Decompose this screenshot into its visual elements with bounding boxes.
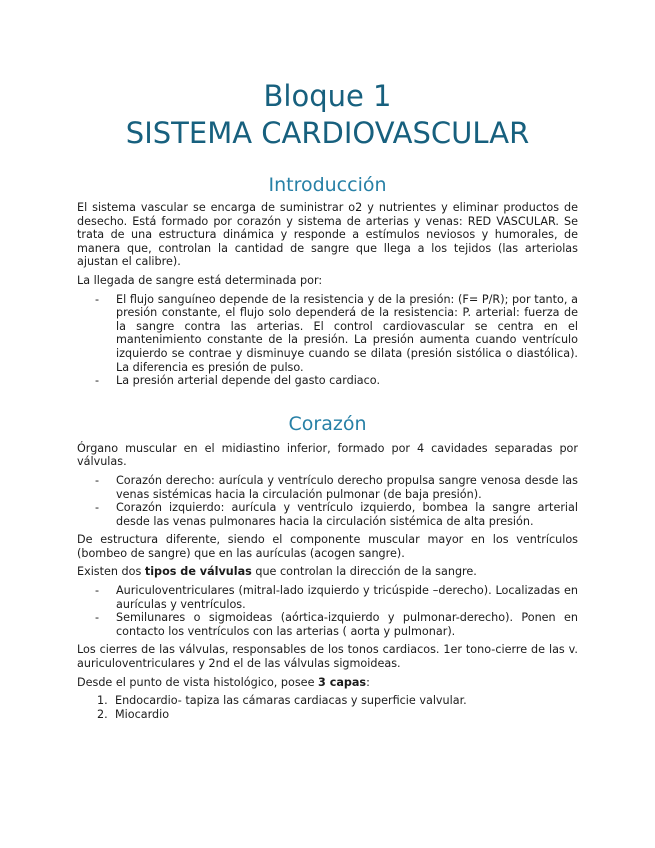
bullet-dash: - xyxy=(95,501,100,515)
bullet-dash: - xyxy=(95,292,100,306)
list-item: - Corazón derecho: aurícula y ventrículo derecho propulsa sangre venosa desde las venas sistémicas hacia la circulación pulmonar (de baja presión). xyxy=(95,473,578,501)
corazon-paragraph-2: De estructura diferente, siendo el componente muscular mayor en los ventrículos (bombeo de sangre) que en las aurículas (acogen sangre). xyxy=(77,533,578,560)
valve-types-bold: tipos de válvulas xyxy=(144,565,252,579)
list-item: - Semilunares o sigmoideas (aórtica-izquierdo y pulmonar-derecho). Ponen en contacto los ventrículos con las arterias ( aorta y pulmonar). xyxy=(95,611,578,638)
document-page xyxy=(77,78,578,721)
heading-corazon: Corazón xyxy=(288,412,367,435)
heading-introduccion: Introducción xyxy=(268,174,387,196)
bullet-dash: - xyxy=(95,584,100,598)
list-item: 2. Miocardio xyxy=(97,707,170,721)
intro-paragraph-1: El sistema vascular se encarga de suministrar o2 y nutrientes y eliminar productos de desecho. Está formado por corazón y sistema de arterias y venas: RED VASCULAR. Se trata de una estructura dinámica y responde a estímulos neviosos y humorales, de manera que, controlan la cantidad de sangre que llega a los tejidos (las arteriolas ajustan el calibre). xyxy=(77,201,578,269)
corazon-paragraph-4: Los cierres de las válvulas, responsables de los tonos cardiacos. 1er tono-cierre de las v. auriculoventriculares y 2nd el de las válvulas sigmoideas. xyxy=(77,643,578,671)
corazon-paragraph-5: Desde el punto de vista histológico, posee 3 capas: xyxy=(77,675,370,689)
list-item: - Auriculoventriculares (mitral-lado izquierdo y tricúspide –derecho). Localizadas en aurículas y ventrículos. xyxy=(95,584,578,611)
intro-paragraph-2: La llegada de sangre está determinada por: xyxy=(77,273,323,287)
list-number: 1. xyxy=(97,694,108,708)
list-item: 1. Endocardio- tapiza las cámaras cardiacas y superficie valvular. xyxy=(97,694,467,708)
bullet-dash: - xyxy=(95,473,100,487)
list-number: 2. xyxy=(97,707,108,721)
corazon-paragraph-3: Existen dos tipos de válvulas que controlan la dirección de la sangre. xyxy=(77,565,477,579)
title-line-1: Bloque 1 xyxy=(263,79,392,113)
list-item: - El flujo sanguíneo depende de la resistencia y de la presión: (F= P/R); por tanto, a presión constante, el flujo solo dependerá de la resistencia: P. arterial: fuerza de la sangre contra las arterias. El control cardiovascular se centra en el mantenimiento constante de la presión. La presión aumenta cuando ventrículo izquierdo se contrae y disminuye cuando se dilata (presión sistólica o diastólica). La diferencia es presión de pulso. xyxy=(95,292,578,374)
list-item: - La presión arterial depende del gasto cardiaco. xyxy=(95,374,381,388)
corazon-bullet-list-2 xyxy=(77,584,578,638)
bullet-dash: - xyxy=(95,374,100,388)
intro-bullet-list xyxy=(77,293,578,388)
list-item: - Corazón izquierdo: aurícula y ventrículo izquierdo, bombea la sangre arterial desde las venas pulmonares hacia la circulación sistémica de alta presión. xyxy=(95,501,578,528)
layers-bold: 3 capas xyxy=(318,675,367,689)
title-line-2: SISTEMA CARDIOVASCULAR xyxy=(125,116,530,150)
corazon-bullet-list-1 xyxy=(77,474,578,528)
layers-numbered-list xyxy=(77,694,578,721)
corazon-paragraph-1: Órgano muscular en el midiastino inferior, formado por 4 cavidades separadas por válvulas. xyxy=(77,441,578,469)
bullet-dash: - xyxy=(95,611,100,625)
